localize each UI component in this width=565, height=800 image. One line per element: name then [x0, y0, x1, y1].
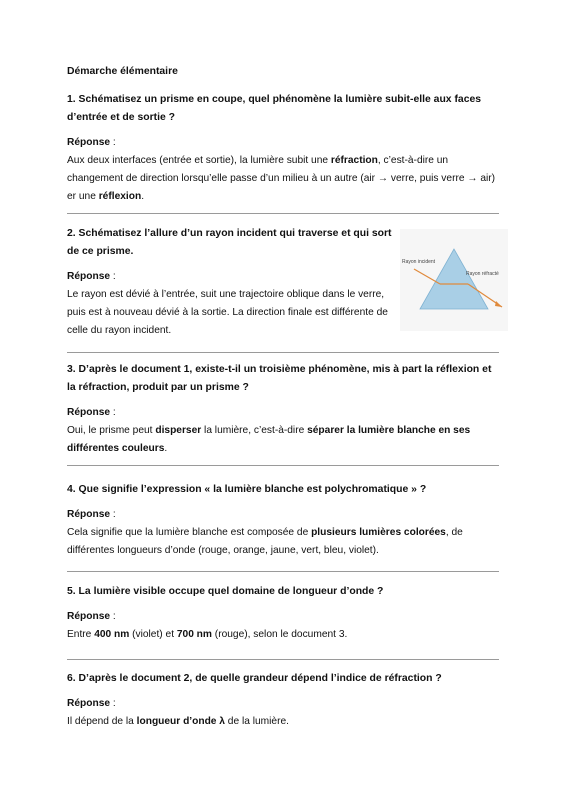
answer-keyword: disperser [155, 425, 202, 436]
answer-text: Aux deux interfaces (entrée et sortie), la lumière subit une [67, 155, 331, 166]
answer-text: . [141, 191, 145, 202]
answer-keyword: longueur d’onde λ [136, 716, 225, 727]
response-label [67, 608, 499, 626]
response-colon: : [110, 698, 116, 709]
response-label-text: Réponse [67, 611, 111, 622]
answer-keyword: réfraction [330, 155, 378, 166]
separator [67, 571, 499, 572]
answer-keyword: plusieurs lumières colorées [311, 527, 446, 538]
answer-3 [67, 422, 499, 458]
response-label-text: Réponse [67, 137, 111, 148]
question-block-5 [67, 583, 499, 644]
answer-text: , de différentes longueurs d’onde (rouge, orange, jaune, vert, bleu, violet). [67, 527, 463, 556]
question-5: 5. La lumière visible occupe quel domaine de longueur d’onde ? [67, 586, 384, 597]
answer-text: Il dépend de la [67, 716, 137, 727]
question-block-3 [67, 361, 499, 458]
answer-4 [67, 524, 499, 560]
answer-text: Cela signifie que la lumière blanche est composée de [67, 527, 312, 538]
incident-ray [414, 269, 440, 284]
question-block-6 [67, 670, 499, 731]
answer-text: Entre [67, 629, 95, 640]
separator [67, 213, 499, 214]
answer-2: Le rayon est dévié à l’entrée, suit une trajectoire oblique dans le verre, puis est à nouveau dévié à la sortie. La direction finale est différente de celle du rayon incident. [67, 289, 388, 336]
answer-6 [67, 713, 499, 731]
response-label [67, 404, 499, 422]
prism-figure [400, 229, 508, 331]
response-label [67, 134, 499, 152]
question-4: 4. Que signifie l’expression « la lumière blanche est polychromatique » ? [67, 484, 427, 495]
response-label-text: Réponse [67, 271, 111, 282]
separator [67, 659, 499, 660]
response-label [67, 268, 397, 286]
answer-text: . [164, 443, 168, 454]
question-6: 6. D’après le document 2, de quelle grandeur dépend l’indice de réfraction ? [67, 673, 442, 684]
separator [67, 352, 499, 353]
label-refracted: Rayon réfracté [466, 271, 499, 277]
answer-text: Oui, le prisme peut [67, 425, 156, 436]
answer-text: de la lumière. [224, 716, 289, 727]
response-label-text: Réponse [67, 698, 111, 709]
question-3: 3. D’après le document 1, existe-t-il un troisième phénomène, mis à part la réflexion et la réfraction, produit par un prisme ? [67, 364, 492, 393]
answer-keyword: réflexion [98, 191, 142, 202]
question-2: 2. Schématisez l’allure d’un rayon incident qui traverse et qui sort de ce prisme. [67, 228, 392, 257]
question-block-2 [67, 225, 397, 340]
label-incident: Rayon incident [402, 259, 436, 265]
response-colon: : [110, 611, 116, 622]
answer-text: la lumière, c’est-à-dire [201, 425, 308, 436]
question-1: 1. Schématisez un prisme en coupe, quel phénomène la lumière subit-elle aux faces d’entrée et de sortie ? [67, 94, 482, 123]
ray-arrow-icon [495, 301, 502, 307]
answer-5 [67, 626, 499, 644]
response-colon: : [110, 137, 116, 148]
section-heading: Démarche élémentaire [67, 66, 178, 77]
separator [67, 465, 499, 466]
response-colon: : [110, 509, 116, 520]
answer-keyword: 700 nm [176, 629, 212, 640]
question-block-1 [67, 91, 499, 206]
response-label [67, 695, 499, 713]
response-label [67, 506, 499, 524]
answer-text: (rouge), selon le document 3. [211, 629, 348, 640]
response-colon: : [110, 271, 116, 282]
answer-text: (violet) et [129, 629, 177, 640]
response-colon: : [110, 407, 116, 418]
question-block-4 [67, 481, 499, 560]
response-label-text: Réponse [67, 407, 111, 418]
answer-keyword: séparer la lumière blanche en ses différentes couleurs [67, 425, 471, 454]
answer-1 [67, 152, 499, 206]
prism-diagram [400, 229, 508, 331]
answer-keyword: 400 nm [94, 629, 130, 640]
response-label-text: Réponse [67, 509, 111, 520]
answer-text: , c’est-à-dire un changement de direction lorsqu’elle passe d’un milieu à un autre (air → verre, puis verre → air) er une [67, 155, 496, 202]
